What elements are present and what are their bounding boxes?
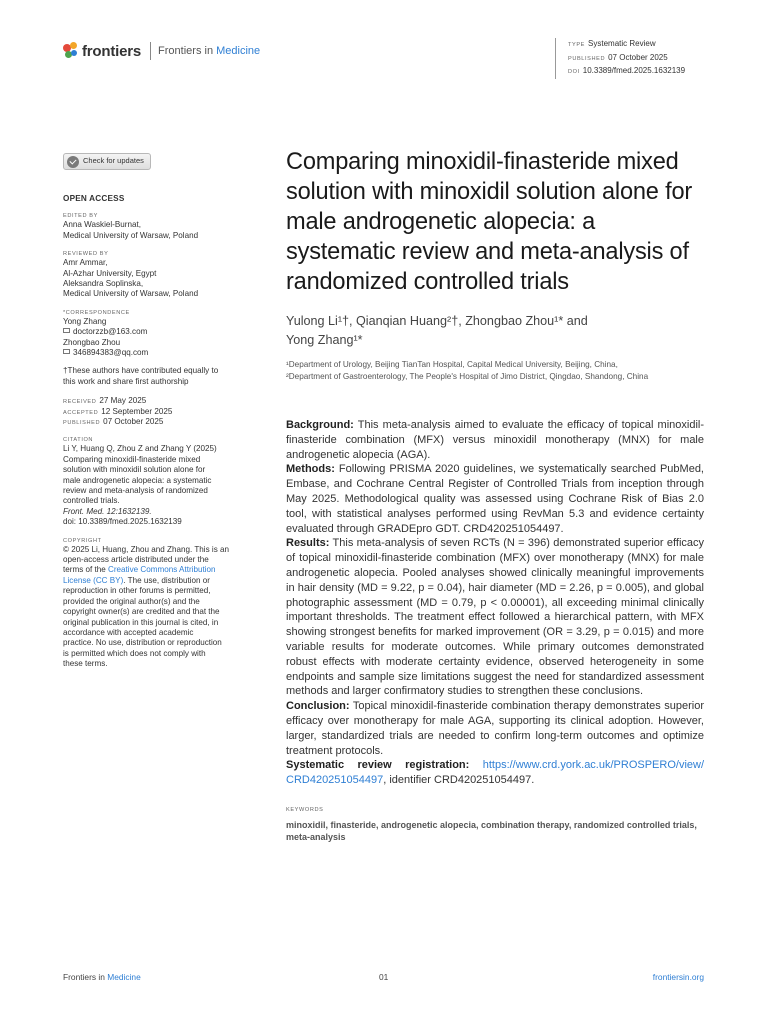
accepted-value: 12 September 2025 xyxy=(101,406,173,416)
correspondent-name: Zhongbao Zhou xyxy=(63,337,121,347)
copyright-text: © 2025 Li, Huang, Zhou and Zhang. This is an open-access article distributed under the terms of the Creative Commons Attribution License (CC BY). The use, distribution or reproduction in other forums is permitted, provided the original author(s) and the copyright owner(s) are credited and that the original publication in this journal is cited, in accordance with accepted academic practice. No use, distribution or reproduction is permitted which does not comply with these terms. xyxy=(63,544,229,669)
abstract xyxy=(286,418,704,788)
frontiers-brand[interactable] xyxy=(63,42,260,60)
equal-contribution-note: †These authors have contributed equally to this work and share first authorship xyxy=(63,366,219,386)
article-title: Comparing minoxidil-finasteride mixed solution with minoxidil solution alone for male androgenetic alopecia: a systematic review and meta-analysis of randomized controlled trials xyxy=(286,149,693,295)
frontiers-logo-icon xyxy=(63,42,78,60)
prospero-link[interactable]: https://www.crd.york.ac.uk/PROSPERO/view/ CRD420251054497 xyxy=(286,759,705,787)
cc-license-link[interactable]: License (CC BY) xyxy=(63,575,124,585)
reviewer-name: Aleksandra Soplinska, xyxy=(63,278,144,288)
footer-journal[interactable]: Frontiers in Medicine xyxy=(63,972,141,982)
page-number: 01 xyxy=(379,972,389,982)
article-dates xyxy=(63,396,258,427)
cc-license-link[interactable]: Creative Commons Attribution xyxy=(107,565,216,575)
received-value: 27 May 2025 xyxy=(99,396,147,406)
editor-affiliation: Medical University of Warsaw, Poland xyxy=(63,230,199,240)
type-value: Systematic Review xyxy=(588,39,656,48)
published-label: PUBLISHED xyxy=(568,55,606,62)
author-list: Yulong Li¹†, Qianqian Huang²†, Zhongbao Zhou¹* and Yong Zhang¹* xyxy=(286,314,588,347)
article-meta-block xyxy=(555,38,685,79)
type-label: TYPE xyxy=(568,42,586,48)
abstract-background: Background: This meta-analysis aimed to evaluate the efficacy of topical minoxidil-finasteride combination (MFX) versus minoxidil monotherapy (MNX) for male androgenetic alopecia (AGA). xyxy=(286,419,704,461)
reviewer-affiliation: Al-Azhar University, Egypt xyxy=(63,268,157,278)
mail-icon xyxy=(63,349,70,354)
reviewer-affiliation: Medical University of Warsaw, Poland xyxy=(63,289,199,299)
abstract-methods: Methods: Following PRISMA 2020 guidelines, we systematically searched PubMed, Embase, and Cochrane Central Register of Controlled Trials from inception through May 2025. Methodological quality was assessed using Cochrane Risk of Bias 2.0 tool, with statistical analyses performed using RevMan 5.3 and evidence certainty evaluated through GRADEpro GDT. CRD420251054497. xyxy=(286,463,704,535)
abstract-results: Results: This meta-analysis of seven RCTs (N = 396) demonstrated superior efficacy of topical minoxidil-finasteride combination (MFX) over monotherapy (MNX) for male androgenetic alopecia. Pooled analyses showed clinically meaningful improvements in hair density (MD = 9.22, p = 0.04), hair diameter (MD = 2.26, p = 0.005), and global photographic assessment (MD = 0.79, p < 0.00001), all exceeding minimal clinically important thresholds. The treatment effect followed a hierarchical pattern, with MFX showing strongest benefits for marked improvement (OR = 3.29, p = 0.015) and more variable results for moderate outcomes. While primary outcomes demonstrated robust effects with moderate certainty evidence, observed heterogeneity in some endpoints and sample size limitations suggest the need for standardized assessment methods and larger confirmatory studies to strengthen these conclusions. xyxy=(286,537,705,698)
footer-site-link[interactable]: frontiersin.org xyxy=(652,972,704,982)
reviewed-by-label: REVIEWED BY xyxy=(63,251,109,258)
doi-value[interactable]: 10.3389/fmed.2025.1632139 xyxy=(582,66,686,75)
keywords: minoxidil, finasteride, androgenetic alopecia, combination therapy, randomized controlled trials, meta-analysis xyxy=(286,819,697,843)
copyright-label: COPYRIGHT xyxy=(63,537,102,544)
received-label: RECEIVED xyxy=(63,399,97,406)
abstract-conclusion: Conclusion: Topical minoxidil-finasteride combination therapy demonstrates superior efficacy over monotherapy for male AGA, supporting its clinical adoption. However, larger, standardized trials are needed to confirm long-term outcomes and optimize treatment protocols. xyxy=(286,700,705,757)
article-main xyxy=(286,147,704,844)
keywords-label: KEYWORDS xyxy=(286,806,324,813)
published-value: 07 October 2025 xyxy=(608,52,668,62)
citation-label: CITATION xyxy=(63,437,94,444)
mail-icon xyxy=(63,328,70,333)
correspondent-name: Yong Zhang xyxy=(63,316,107,326)
brand-divider xyxy=(150,42,151,60)
brand-wordmark: frontiers xyxy=(82,42,142,60)
edited-by-label: EDITED BY xyxy=(63,213,98,220)
reviewer-name: Amr Ammar, xyxy=(63,258,108,268)
doi-label: DOI xyxy=(568,69,580,75)
citation-text: Li Y, Huang Q, Zhou Z and Zhang Y (2025) Comparing minoxidil-finasteride mixed solution with minoxidil solution alone for male androgenetic alopecia: a systematic review and meta-analysis of randomized controlled trials. Front. Med. 12:1632139. doi: 10.3389/fmed.2025.1632139 xyxy=(63,444,217,527)
affiliations: ¹Department of Urology, Beijing TianTan Hospital, Capital Medical University, Beijing, China, ²Department of Gastroenterology, The People's Hospital of Jimo District, Qingdao, Shandong, China xyxy=(286,360,649,381)
correspondent-email-row[interactable]: doctorzzb@163.com xyxy=(63,327,258,337)
published-label: PUBLISHED xyxy=(63,420,101,426)
open-access-label: OPEN ACCESS xyxy=(63,193,125,203)
correspondence-label: *CORRESPONDENCE xyxy=(63,309,130,316)
correspondent-email-row[interactable]: 346894383@qq.com xyxy=(63,348,258,358)
journal-name[interactable]: Frontiers in Medicine xyxy=(158,45,261,57)
abstract-registration: Systematic review registration: https://www.crd.york.ac.uk/PROSPERO/view/ CRD420251054497, identifier CRD420251054497. xyxy=(286,759,705,787)
article-sidebar xyxy=(63,153,258,670)
check-icon xyxy=(67,156,79,168)
accepted-label: ACCEPTED xyxy=(63,409,99,416)
editor-name: Anna Waskiel-Burnat, xyxy=(63,220,141,230)
check-for-updates-button[interactable]: Check for updates xyxy=(63,153,151,170)
published-value: 07 October 2025 xyxy=(103,417,164,426)
